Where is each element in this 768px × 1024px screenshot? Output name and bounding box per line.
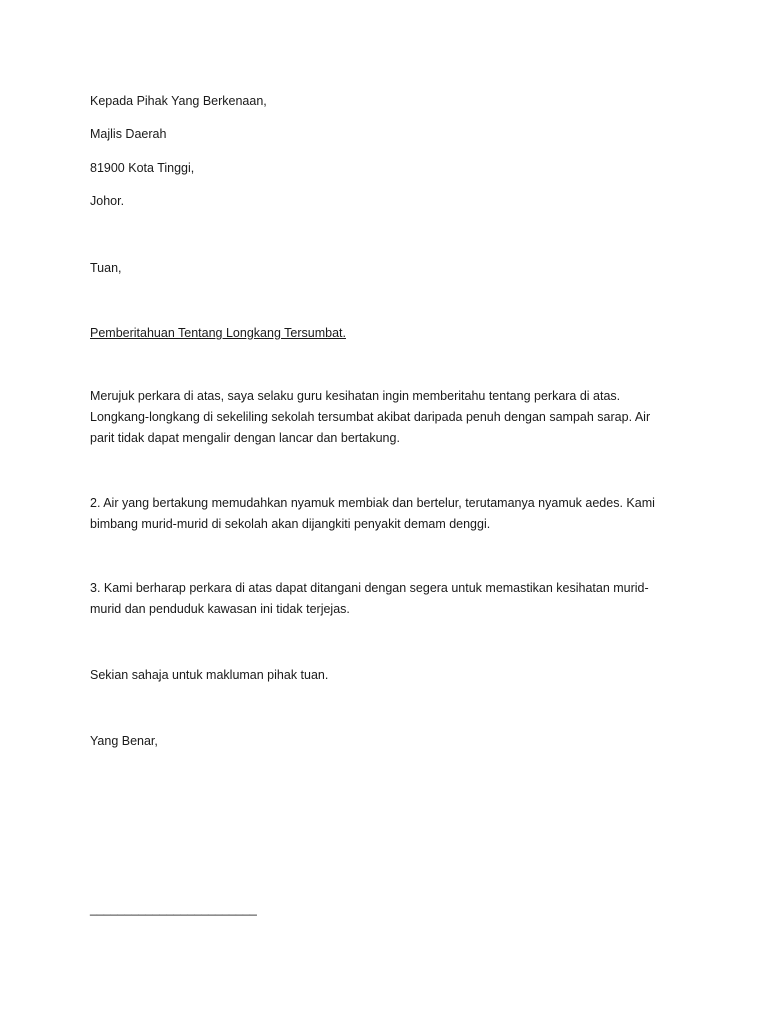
subject-heading: Pemberitahuan Tentang Longkang Tersumbat. xyxy=(90,326,346,340)
recipient-line-1: Kepada Pihak Yang Berkenaan, xyxy=(90,94,267,108)
paragraph-3-line-1: 3. Kami berharap perkara di atas dapat ditangani dengan segera untuk memastikan kesihatan murid- xyxy=(90,581,649,595)
paragraph-2-line-1: 2. Air yang bertakung memudahkan nyamuk membiak dan bertelur, terutamanya nyamuk aedes. Kami xyxy=(90,496,655,510)
sign-off: Yang Benar, xyxy=(90,734,158,748)
paragraph-1-line-2: Longkang-longkang di sekeliling sekolah tersumbat akibat daripada penuh dengan sampah sarap. Air xyxy=(90,410,651,424)
paragraph-3-line-2: murid dan penduduk kawasan ini tidak terjejas. xyxy=(90,602,350,616)
paragraph-2-line-2: bimbang murid-murid di sekolah akan dijangkiti penyakit demam denggi. xyxy=(90,517,491,531)
signature-line: ________________________ xyxy=(90,902,257,916)
recipient-line-4: Johor. xyxy=(90,194,125,208)
paragraph-1-line-1: Merujuk perkara di atas, saya selaku guru kesihatan ingin memberitahu tentang perkara di atas. xyxy=(90,389,621,403)
closing-statement: Sekian sahaja untuk makluman pihak tuan. xyxy=(90,668,329,682)
recipient-line-3: 81900 Kota Tinggi, xyxy=(90,161,195,175)
paragraph-2 xyxy=(90,493,655,535)
salutation: Tuan, xyxy=(90,261,122,275)
paragraph-1-line-3: parit tidak dapat mengalir dengan lancar dan bertakung. xyxy=(90,431,400,445)
paragraph-1 xyxy=(90,386,650,449)
recipient-line-2: Majlis Daerah xyxy=(90,127,167,141)
paragraph-3 xyxy=(90,578,649,620)
